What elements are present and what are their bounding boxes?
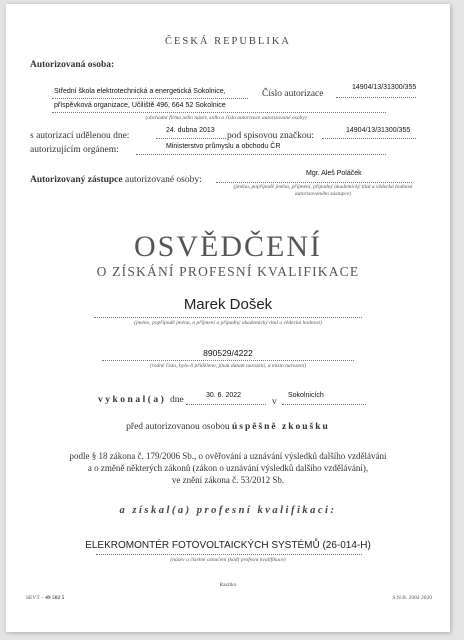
organization-line-2: příspěvková organizace, Učiliště 496, 664 52 Sokolnice — [54, 102, 226, 109]
representative-label — [30, 175, 202, 185]
form-code-number: 49 502 5 — [45, 595, 65, 601]
representative-value: Mgr. Aleš Poláček — [306, 170, 362, 177]
certificate-subtitle: O ZÍSKÁNÍ PROFESNÍ KVALIFIKACE — [96, 264, 360, 279]
file-ref-label: pod spisovou značkou: — [227, 131, 315, 141]
holder-name: Marek Došek — [183, 296, 273, 313]
file-ref-value: 14904/13/31300/355 — [346, 127, 411, 134]
header-country: ČESKÁ REPUBLIKA — [165, 36, 291, 47]
granted-on-value: 24. dubna 2013 — [166, 127, 215, 134]
legal-line-2: a o změně některých zákonů (zákon o uznávání výsledků dalšího vzdělávání), — [87, 463, 369, 473]
dotted-line — [52, 98, 248, 99]
authority-value: Ministerstvo průmyslu a obchodu ČR — [166, 143, 281, 150]
place-prefix-label: v — [272, 397, 277, 407]
certificate-title: OSVĚDČENÍ — [134, 230, 322, 263]
birth-number-value: 890529/4222 — [203, 348, 253, 358]
legal-line-1: podle § 18 zákona č. 179/2006 Sb., o ověřování a uznávání výsledků dalšího vzdělávání — [69, 451, 387, 461]
legal-line-3: ve znění zákona č. 53/2012 Sb. — [171, 475, 285, 485]
exam-result-line — [6, 422, 450, 432]
form-code-prefix: SEVT – — [26, 595, 44, 601]
printer-code: S.N.B. 2084 2020 — [392, 595, 432, 601]
authorized-person-label: Autorizovaná osoba: — [30, 60, 115, 70]
holder-name-note: (jméno, popřípadě jména, a příjmení a případný akademický titul a vědecká hodnost) — [134, 320, 322, 326]
performed-label: vykonal(a) — [98, 395, 167, 405]
dotted-line — [94, 317, 362, 318]
dotted-line — [156, 138, 226, 139]
granted-on-label: s autorizací udělenou dne: — [30, 131, 130, 141]
dotted-line — [186, 404, 266, 405]
exam-place-value: Sokolnicích — [288, 392, 324, 399]
date-prefix-label: dne — [170, 395, 184, 405]
seal-label: Razítko — [219, 582, 237, 588]
dotted-line — [102, 360, 354, 361]
qualification-value: ELEKROMONTÉR FOTOVOLTAICKÝCH SYSTÉMŮ (26-014-H) — [85, 540, 371, 551]
form-code — [26, 595, 64, 601]
representative-label-rest: autorizované osoby: — [125, 175, 202, 185]
certificate-sheet — [6, 4, 450, 632]
authority-label: autorizujícím orgánem: — [30, 145, 119, 155]
organization-line-1: Střední škola elektrotechnická a energetická Sokolnice, — [54, 88, 226, 95]
dotted-line — [216, 182, 412, 183]
exam-before-label: před autorizovanou osobou — [126, 422, 230, 432]
exam-success-label: úspěšně zkoušku — [231, 422, 330, 432]
qualification-note: (název a číselné označení (kód) profesní kvalifikace) — [170, 557, 286, 563]
dotted-line — [136, 154, 386, 155]
dotted-line — [322, 138, 416, 139]
dotted-line — [336, 97, 416, 98]
authorization-number-label: Číslo autorizace — [262, 89, 324, 99]
qualification-heading: a získal(a) profesní kvalifikaci: — [119, 505, 337, 516]
exam-date-value: 30. 6. 2022 — [206, 392, 242, 399]
birth-number-note: (rodné číslo, bylo-li přiděleno, jinak datum narození, a místo narození) — [149, 363, 307, 369]
dotted-line — [96, 554, 362, 555]
representative-note: (jméno, popřípadě jména, příjmení, případný akademický titul a vědecká hodnost autorizovaného zástupce) — [233, 184, 413, 197]
dotted-line — [282, 404, 366, 405]
dotted-line — [52, 112, 386, 113]
authorization-number-value: 14904/13/31300/355 — [352, 84, 417, 91]
organization-note: (obchodní firma nebo název, sídlo a číslo autorizace autorizované osoby) — [145, 115, 307, 121]
representative-label-bold: Autorizovaný zástupce — [30, 175, 123, 185]
